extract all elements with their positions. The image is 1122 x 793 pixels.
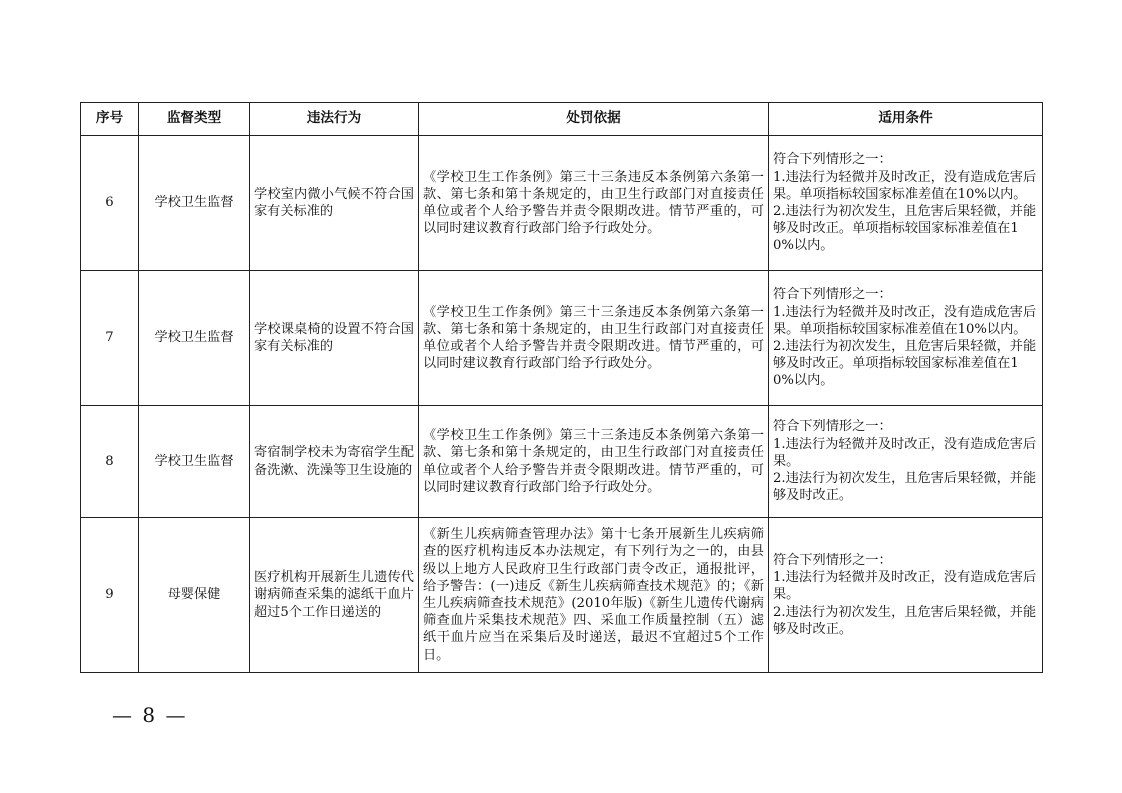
cell-supervision-type: 母婴保健 [139,518,250,673]
cell-penalty-basis: 《学校卫生工作条例》第三十三条违反本条例第六条第一款、第七条和第十条规定的，由卫生行政部门对直接责任单位或者个人给予警告并责令限期改进。情节严重的，可以同时建议教育行政部门给予行政处分。 [419,406,769,518]
cell-violation: 寄宿制学校未为寄宿学生配备洗漱、洗澡等卫生设施的 [250,406,419,518]
cell-violation: 学校室内微小气候不符合国家有关标准的 [250,136,419,271]
cell-applicable-conditions: 符合下列情形之一： 1.违法行为轻微并及时改正，没有造成危害后果。 2.违法行为初次发生，且危害后果轻微，并能够及时改正。 [769,406,1043,518]
cell-supervision-type: 学校卫生监督 [139,406,250,518]
cell-penalty-basis: 《新生儿疾病筛查管理办法》第十七条开展新生儿疾病筛查的医疗机构违反本办法规定，有下列行为之一的，由县级以上地方人民政府卫生行政部门责令改正，通报批评，给予警告：(一)违反《新生儿疾病筛查技术规范》的；《新生儿疾病筛查技术规范》(2010年版)《新生儿遗传代谢病筛查血片采集技术规范》四、采血工作质量控制（五）滤纸干血片应当在采集后及时递送，最迟不宜超过5个工作日。 [419,518,769,673]
cell-violation: 医疗机构开展新生儿遗传代谢病筛查采集的滤纸干血片超过5个工作日递送的 [250,518,419,673]
cell-violation: 学校课桌椅的设置不符合国家有关标准的 [250,271,419,406]
cell-applicable-conditions: 符合下列情形之一： 1.违法行为轻微并及时改正，没有造成危害后果。 2.违法行为初次发生，且危害后果轻微，并能够及时改正。 [769,518,1043,673]
header-serial-number: 序号 [81,103,139,136]
header-supervision-type: 监督类型 [139,103,250,136]
table-row [81,518,1043,673]
table-row [81,271,1043,406]
cell-serial-number: 7 [81,271,139,406]
header-violation: 违法行为 [250,103,419,136]
cell-applicable-conditions: 符合下列情形之一： 1.违法行为轻微并及时改正，没有造成危害后果。单项指标较国家标准差值在10%以内。 2.违法行为初次发生，且危害后果轻微，并能够及时改正。单项指标较国家标准差值在10%以内。 [769,136,1043,271]
regulation-table [80,102,1043,673]
cell-supervision-type: 学校卫生监督 [139,136,250,271]
table-row [81,406,1043,518]
table-header-row [81,103,1043,136]
cell-serial-number: 9 [81,518,139,673]
cell-penalty-basis: 《学校卫生工作条例》第三十三条违反本条例第六条第一款、第七条和第十条规定的，由卫生行政部门对直接责任单位或者个人给予警告并责令限期改进。情节严重的，可以同时建议教育行政部门给予行政处分。 [419,136,769,271]
cell-penalty-basis: 《学校卫生工作条例》第三十三条违反本条例第六条第一款、第七条和第十条规定的，由卫生行政部门对直接责任单位或者个人给予警告并责令限期改进。情节严重的，可以同时建议教育行政部门给予行政处分。 [419,271,769,406]
header-applicable-conditions: 适用条件 [769,103,1043,136]
cell-serial-number: 6 [81,136,139,271]
header-penalty-basis: 处罚依据 [419,103,769,136]
table-row [81,136,1043,271]
page-number: — 8 — [112,703,188,727]
cell-supervision-type: 学校卫生监督 [139,271,250,406]
cell-applicable-conditions: 符合下列情形之一： 1.违法行为轻微并及时改正，没有造成危害后果。单项指标较国家标准差值在10%以内。 2.违法行为初次发生，且危害后果轻微，并能够及时改正。单项指标较国家标准差值在10%以内。 [769,271,1043,406]
cell-serial-number: 8 [81,406,139,518]
